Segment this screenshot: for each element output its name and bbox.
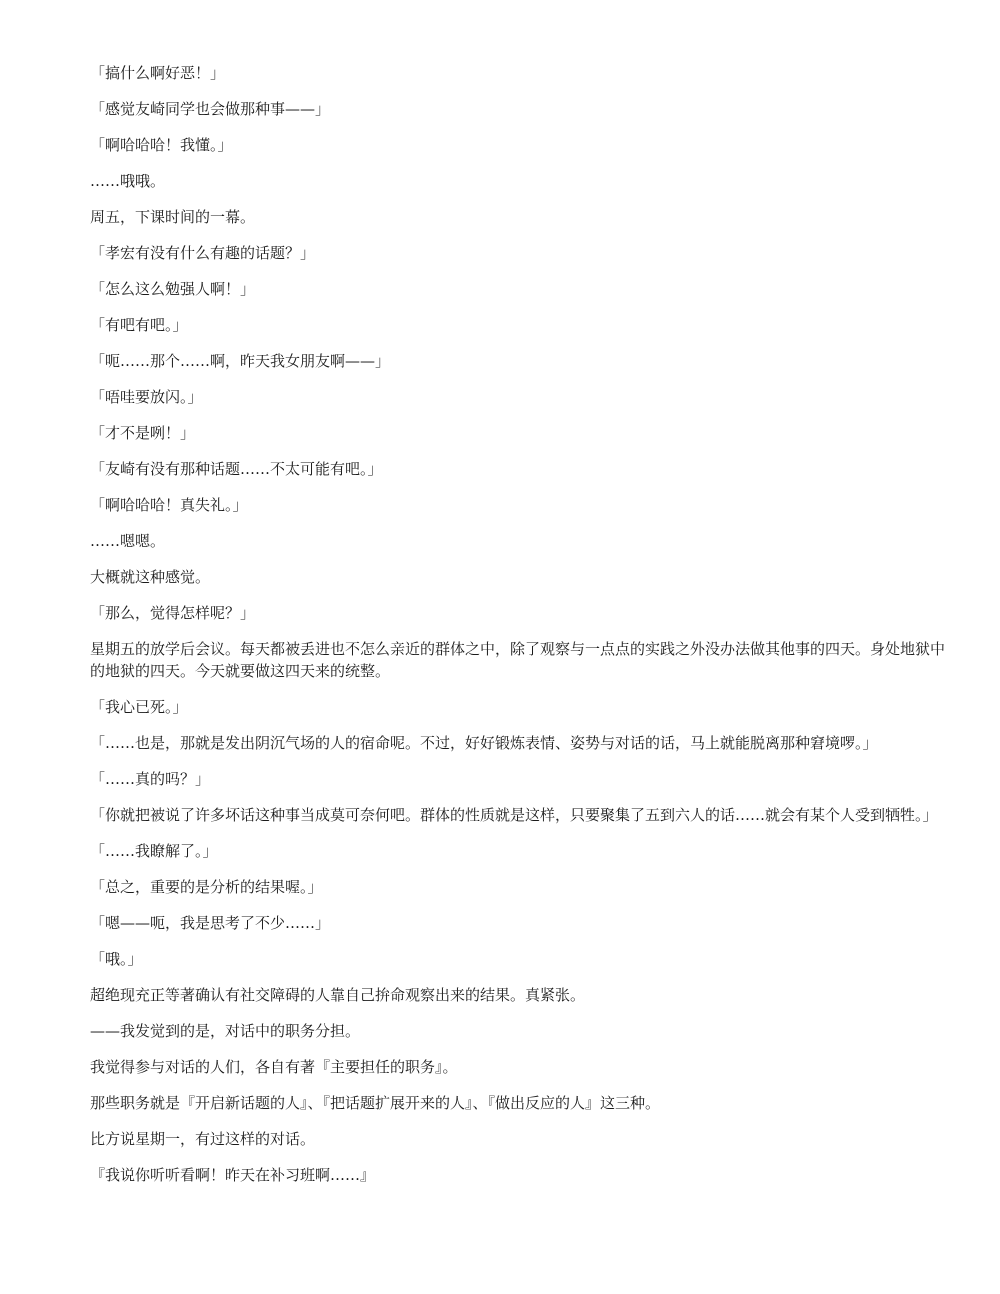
paragraph: 「有吧有吧。」 (90, 316, 188, 334)
paragraph: 「那么，觉得怎样呢？」 (90, 604, 256, 622)
paragraph: 星期五的放学后会议。每天都被丢进也不怎么亲近的群体之中，除了观察与一点点的实践之外没办法做其他事的四天。身处地狱中的地狱的四天。今天就要做这四天来的统整。 (90, 640, 946, 680)
paragraph: 「……也是，那就是发出阴沉气场的人的宿命呢。不过，好好锻炼表情、姿势与对话的话，马上就能脱离那种窘境啰。」 (90, 734, 878, 752)
paragraph: 「感觉友崎同学也会做那种事——」 (90, 100, 331, 118)
paragraph: 「啊哈哈哈！我懂。」 (90, 136, 233, 154)
document-body (90, 62, 950, 1186)
paragraph: 『我说你听听看啊！昨天在补习班啊……』 (90, 1166, 376, 1184)
paragraph: 周五，下课时间的一幕。 (90, 208, 256, 226)
paragraph: 「……我瞭解了。」 (90, 842, 218, 860)
paragraph: 「才不是咧！」 (90, 424, 196, 442)
paragraph: 「友崎有没有那种话题……不太可能有吧。」 (90, 460, 383, 478)
paragraph: ……嗯嗯。 (90, 532, 166, 550)
paragraph: 「我心已死。」 (90, 698, 188, 716)
paragraph: 超绝现充正等著确认有社交障碍的人靠自己拚命观察出来的结果。真紧张。 (90, 986, 586, 1004)
paragraph: 我觉得参与对话的人们，各自有著『主要担任的职务』。 (90, 1058, 458, 1076)
paragraph: ——我发觉到的是，对话中的职务分担。 (90, 1022, 361, 1040)
paragraph: ……哦哦。 (90, 172, 166, 190)
paragraph: 「搞什么啊好恶！」 (90, 64, 226, 82)
paragraph: 「哦。」 (90, 950, 143, 968)
paragraph: 大概就这种感觉。 (90, 568, 211, 586)
paragraph: 「孝宏有没有什么有趣的话题？」 (90, 244, 316, 262)
paragraph: 那些职务就是『开启新话题的人』、『把话题扩展开来的人』、『做出反应的人』这三种。 (90, 1094, 661, 1112)
paragraph: 「……真的吗？」 (90, 770, 211, 788)
paragraph: 「啊哈哈哈！真失礼。」 (90, 496, 248, 514)
paragraph: 「你就把被说了许多坏话这种事当成莫可奈何吧。群体的性质就是这样，只要聚集了五到六人的话……就会有某个人受到牺牲。」 (90, 806, 938, 824)
paragraph: 「总之，重要的是分析的结果喔。」 (90, 878, 323, 896)
paragraph: 「怎么这么勉强人啊！」 (90, 280, 256, 298)
paragraph: 比方说星期一，有过这样的对话。 (90, 1130, 316, 1148)
paragraph: 「嗯——呃，我是思考了不少……」 (90, 914, 331, 932)
paragraph: 「呃……那个……啊，昨天我女朋友啊——」 (90, 352, 391, 370)
paragraph: 「唔哇要放闪。」 (90, 388, 203, 406)
